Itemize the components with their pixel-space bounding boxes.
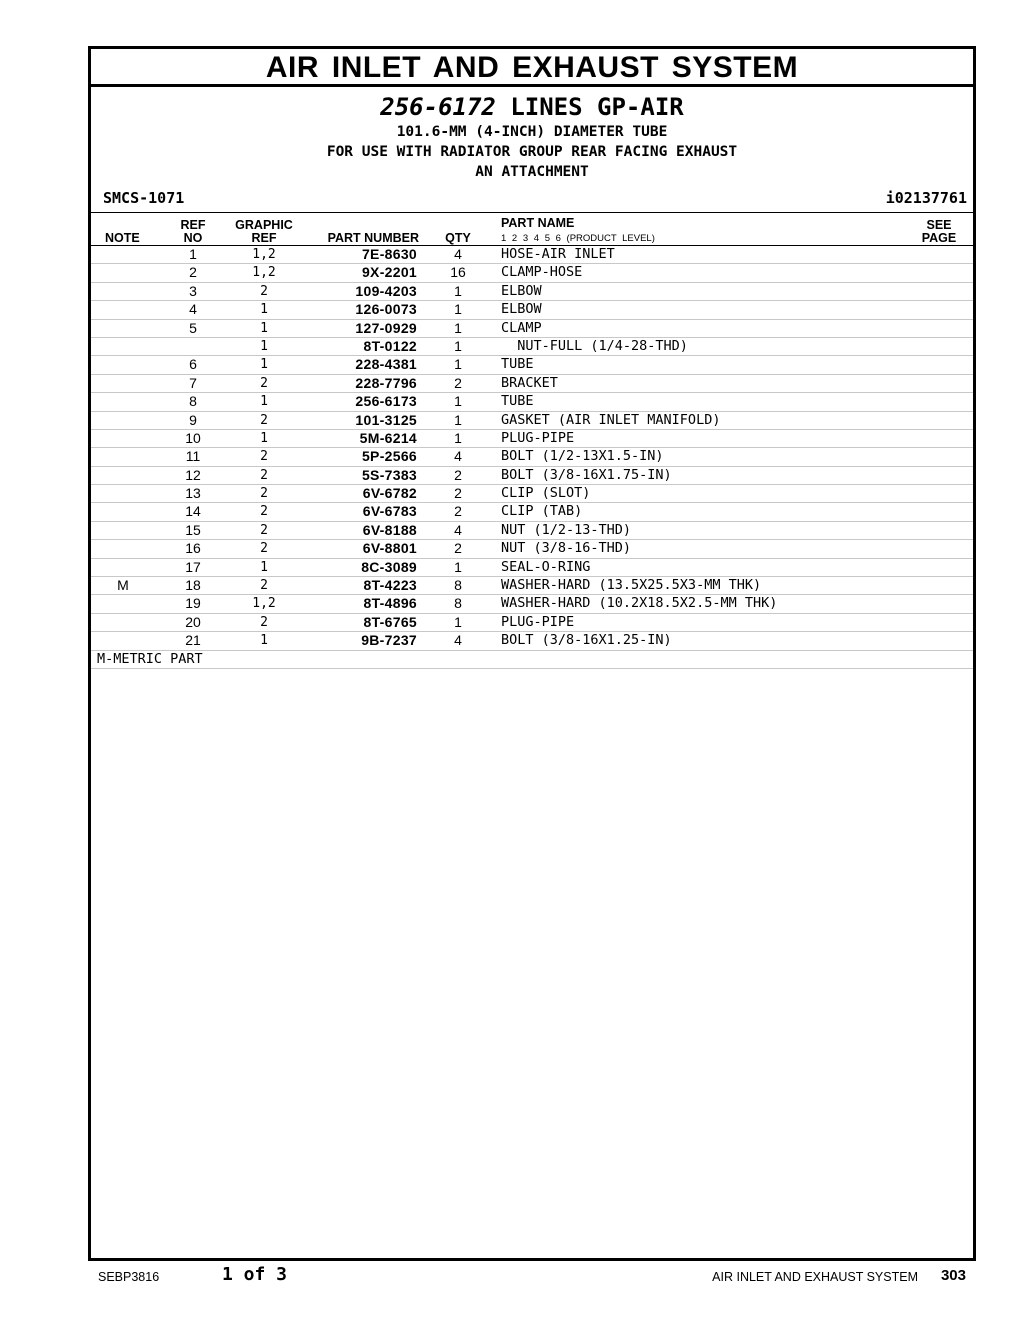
part-name-cell: GASKET (AIR INLET MANIFOLD) — [501, 411, 721, 428]
graphic-ref-cell: 1,2 — [252, 247, 276, 262]
part-name-cell: BOLT (3/8-16X1.75-IN) — [501, 466, 672, 483]
table-row — [91, 577, 973, 595]
qty-cell: 1 — [454, 429, 462, 446]
part-name-cell: CLIP (TAB) — [501, 503, 583, 520]
ref-no-cell: 5 — [189, 319, 197, 336]
table-row — [91, 301, 973, 319]
ref-no-cell: 14 — [185, 503, 201, 520]
ref-no-cell: 4 — [189, 301, 197, 318]
part-number-cell: 228-7796 — [355, 374, 417, 391]
col-see-header-bottom: PAGE — [921, 231, 957, 245]
part-number-cell: 109-4203 — [355, 282, 417, 299]
graphic-ref-cell: 2 — [260, 486, 268, 502]
table-row — [91, 338, 973, 356]
graphic-ref-cell: 2 — [260, 614, 268, 630]
table-row — [91, 485, 973, 503]
part-number-cell: 127-0929 — [355, 319, 417, 336]
part-number-cell: 6V-8801 — [362, 540, 417, 557]
graphic-ref-cell: 2 — [260, 449, 268, 465]
table-row — [91, 503, 973, 521]
part-number-cell: 8T-0122 — [363, 337, 417, 354]
graphic-ref-cell: 1,2 — [252, 596, 276, 612]
part-name-cell: BRACKET — [501, 374, 558, 391]
part-name-cell: CLAMP — [501, 319, 542, 336]
part-name-cell: WASHER-HARD (10.2X18.5X2.5-MM THK) — [501, 595, 778, 612]
part-number-cell: 6V-8188 — [362, 521, 417, 538]
part-name-cell: PLUG-PIPE — [501, 429, 575, 446]
footer-page-of: 1 of 3 — [222, 1264, 288, 1285]
col-note-header: NOTE — [105, 231, 140, 245]
ref-no-cell: 21 — [185, 632, 201, 649]
table-row — [91, 522, 973, 540]
part-name-cell: BOLT (1/2-13X1.5-IN) — [501, 448, 664, 465]
group-line-1: 101.6-MM (4-INCH) DIAMETER TUBE — [396, 124, 668, 140]
part-number-cell: 101-3125 — [355, 411, 417, 428]
col-ref-header-bottom: NO — [183, 231, 203, 245]
graphic-ref-cell: 1 — [260, 430, 268, 446]
ref-no-cell: 19 — [185, 595, 201, 612]
part-number-cell: 9X-2201 — [361, 264, 417, 281]
qty-cell: 1 — [454, 411, 462, 428]
part-number-cell: 6V-6783 — [362, 503, 417, 520]
table-row — [91, 356, 973, 374]
part-number-cell: 8C-3089 — [361, 558, 417, 575]
footer-doc-number: SEBP3816 — [98, 1270, 160, 1284]
part-number-cell: 256-6173 — [355, 393, 417, 410]
qty-cell: 1 — [454, 301, 462, 318]
part-name-cell: NUT (3/8-16-THD) — [501, 540, 632, 557]
ref-no-cell: 12 — [185, 466, 201, 483]
table-row — [91, 245, 973, 264]
graphic-ref-cell: 1 — [260, 633, 268, 649]
footer-section: AIR INLET AND EXHAUST SYSTEM — [712, 1270, 918, 1284]
part-number-cell: 9B-7237 — [361, 632, 417, 649]
qty-cell: 16 — [450, 264, 466, 281]
col-see-header-top: SEE — [926, 218, 952, 232]
part-number-cell: 8T-4896 — [363, 595, 417, 612]
smcs-code: SMCS-1071 — [103, 189, 185, 207]
graphic-ref-cell: 1 — [260, 394, 268, 410]
part-name-cell: NUT (1/2-13-THD) — [501, 521, 632, 538]
table-row — [91, 430, 973, 448]
note-cell: M — [117, 577, 129, 594]
part-number-cell: 5S-7383 — [361, 466, 417, 483]
graphic-ref-cell: 2 — [260, 578, 268, 594]
group-title — [91, 92, 973, 122]
part-number-cell: 8T-4223 — [363, 577, 417, 594]
qty-cell: 1 — [454, 558, 462, 575]
part-name-cell: NUT-FULL (1/4-28-THD) — [501, 337, 688, 354]
part-number-cell: 5M-6214 — [359, 429, 417, 446]
ref-no-cell: 17 — [185, 558, 201, 575]
table-row — [91, 448, 973, 466]
part-name-cell: SEAL-O-RING — [501, 558, 591, 575]
ref-no-cell: 7 — [189, 374, 197, 391]
qty-cell: 1 — [454, 613, 462, 630]
col-graphic-header-top: GRAPHIC — [235, 218, 293, 232]
ref-no-cell: 10 — [185, 429, 201, 446]
part-name-cell: CLAMP-HOSE — [501, 264, 583, 281]
col-part-name-header: PART NAME — [501, 216, 575, 230]
part-number-cell: 5P-2566 — [361, 448, 417, 465]
qty-cell: 4 — [454, 448, 462, 465]
table-row — [91, 283, 973, 301]
part-name-cell: ELBOW — [501, 301, 542, 318]
qty-cell: 2 — [454, 466, 462, 483]
footnote: M-METRIC PART — [91, 651, 973, 669]
qty-cell: 1 — [454, 319, 462, 336]
part-number-cell: 8T-6765 — [363, 613, 417, 630]
table-row — [91, 614, 973, 632]
graphic-ref-cell: 1,2 — [252, 265, 276, 281]
page-frame — [88, 46, 976, 1261]
qty-cell: 2 — [454, 540, 462, 557]
graphic-ref-cell: 1 — [260, 338, 268, 354]
ref-no-cell: 13 — [185, 485, 201, 502]
ref-no-cell: 8 — [189, 393, 197, 410]
header-divider — [91, 212, 973, 213]
part-name-cell: TUBE — [501, 356, 534, 373]
group-line-3: AN ATTACHMENT — [475, 164, 589, 180]
graphic-ref-cell: 2 — [260, 522, 268, 538]
qty-cell: 1 — [454, 393, 462, 410]
ref-no-cell: 16 — [185, 540, 201, 557]
col-part-number-header: PART NUMBER — [327, 231, 419, 245]
table-row — [91, 632, 973, 650]
ref-no-cell: 3 — [189, 282, 197, 299]
part-number-cell: 228-4381 — [355, 356, 417, 373]
qty-cell: 8 — [454, 577, 462, 594]
qty-cell: 2 — [454, 374, 462, 391]
ref-no-cell: 15 — [185, 521, 201, 538]
ref-no-cell: 20 — [185, 613, 201, 630]
table-row — [91, 559, 973, 577]
graphic-ref-cell: 2 — [260, 283, 268, 299]
qty-cell: 1 — [454, 282, 462, 299]
group-name: LINES GP-AIR — [510, 93, 684, 121]
graphic-ref-cell: 2 — [260, 504, 268, 520]
graphic-ref-cell: 1 — [260, 302, 268, 318]
part-name-cell: PLUG-PIPE — [501, 613, 575, 630]
qty-cell: 2 — [454, 503, 462, 520]
ref-no-cell: 2 — [189, 264, 197, 281]
part-name-cell: WASHER-HARD (13.5X25.5X3-MM THK) — [501, 577, 762, 594]
table-row — [91, 393, 973, 411]
col-graphic-header-bottom: REF — [251, 231, 277, 245]
graphic-ref-cell: 2 — [260, 467, 268, 483]
footer-page-number: 303 — [940, 1267, 966, 1284]
table-row — [91, 595, 973, 613]
qty-cell: 1 — [454, 337, 462, 354]
ref-no-cell: 18 — [185, 577, 201, 594]
graphic-ref-cell: 1 — [260, 357, 268, 373]
table-row — [91, 320, 973, 338]
part-name-cell: ELBOW — [501, 282, 542, 299]
qty-cell: 4 — [454, 521, 462, 538]
parts-table — [91, 245, 973, 669]
ref-no-cell: 6 — [189, 356, 197, 373]
col-qty-header: QTY — [445, 231, 471, 245]
table-row — [91, 412, 973, 430]
graphic-ref-cell: 1 — [260, 320, 268, 336]
document-ident: i02137761 — [885, 189, 967, 207]
qty-cell: 1 — [454, 356, 462, 373]
section-title: AIR INLET AND EXHAUST SYSTEM — [91, 49, 973, 87]
part-number-cell: 6V-6782 — [362, 485, 417, 502]
graphic-ref-cell: 2 — [260, 541, 268, 557]
ref-no-cell: 1 — [189, 246, 197, 262]
table-row — [91, 540, 973, 558]
table-row — [91, 264, 973, 282]
qty-cell: 8 — [454, 595, 462, 612]
graphic-ref-cell: 2 — [260, 412, 268, 428]
part-name-cell: CLIP (SLOT) — [501, 485, 591, 502]
part-number-cell: 7E-8630 — [361, 246, 417, 262]
col-ref-header-top: REF — [180, 218, 206, 232]
ref-no-cell: 9 — [189, 411, 197, 428]
qty-cell: 4 — [454, 246, 462, 262]
part-name-cell: BOLT (3/8-16X1.25-IN) — [501, 632, 672, 649]
part-name-cell: TUBE — [501, 393, 534, 410]
part-number-cell: 126-0073 — [355, 301, 417, 318]
qty-cell: 4 — [454, 632, 462, 649]
qty-cell: 2 — [454, 485, 462, 502]
part-name-cell: HOSE-AIR INLET — [501, 246, 615, 262]
ref-no-cell: 11 — [185, 448, 201, 465]
group-header — [91, 92, 973, 182]
group-number: 256-6172 — [380, 93, 496, 121]
graphic-ref-cell: 1 — [260, 559, 268, 575]
table-row — [91, 375, 973, 393]
graphic-ref-cell: 2 — [260, 375, 268, 391]
table-row — [91, 467, 973, 485]
group-line-2: FOR USE WITH RADIATOR GROUP REAR FACING EXHAUST — [326, 144, 738, 160]
product-level-legend: 1 2 3 4 5 6 (PRODUCT LEVEL) — [501, 233, 655, 244]
